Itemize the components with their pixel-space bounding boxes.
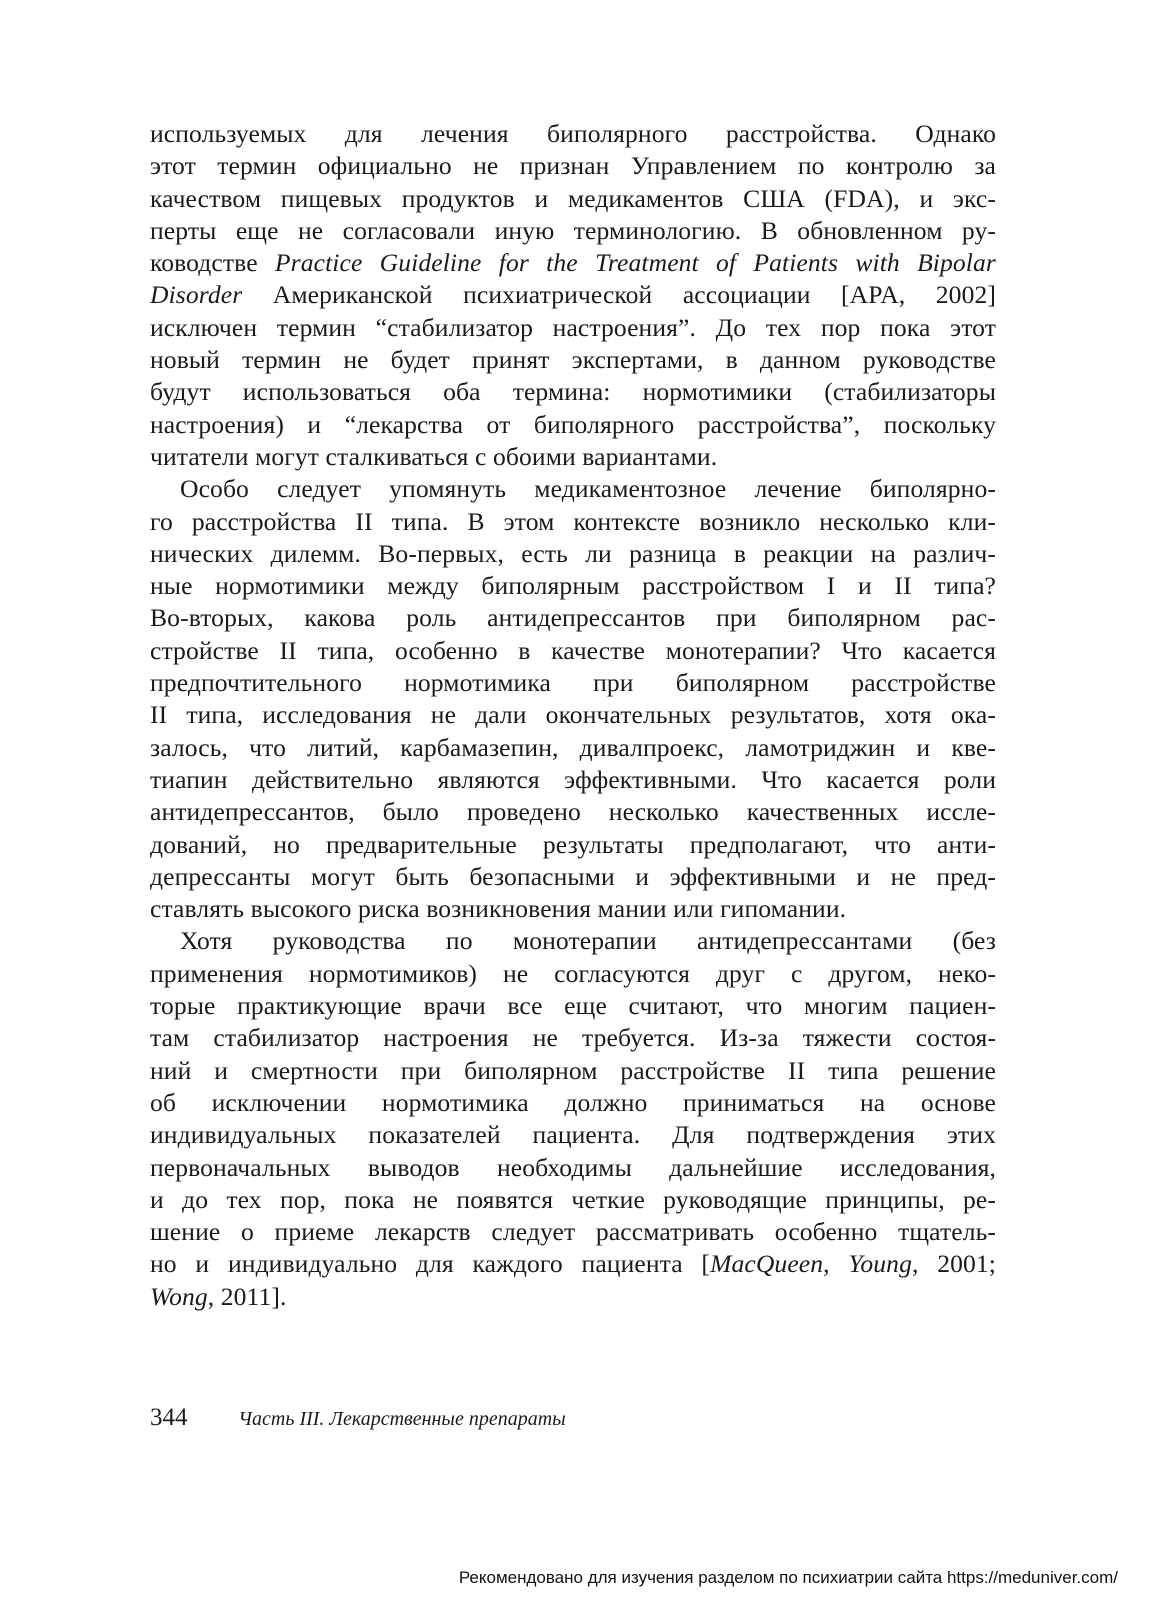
- text-line: антидепрессантов, было проведено несколько качественных иссле-: [150, 797, 996, 827]
- text-line: предпочтительного нормотимика при биполярном расстройстве: [150, 668, 996, 698]
- text-line: залось, что литий, карбамазепин, дивалпроекс, ламотриджин и кве-: [150, 732, 996, 762]
- italic-text: Disorder: [150, 280, 243, 310]
- text-line: этот термин официально не признан Управлением по контролю за: [150, 151, 996, 181]
- text-line: депрессанты могут быть безопасными и эффективными и не пред-: [150, 861, 996, 891]
- paragraph: [150, 925, 996, 1313]
- text-line: качеством пищевых продуктов и медикаментов США (FDA), и экс-: [150, 183, 996, 213]
- text-line: торые практикующие врачи все еще считают, что многим пациен-: [150, 991, 996, 1021]
- text-line: исключен термин “стабилизатор настроения”. До тех пор пока этот: [150, 312, 996, 342]
- running-title: Часть III. Лекарственные препараты: [238, 1408, 566, 1430]
- text-line: нических дилемм. Во-первых, есть ли разница в реакции на различ-: [150, 538, 996, 568]
- text-line: настроения) и “лекарства от биполярного расстройства”, поскольку: [150, 409, 996, 439]
- italic-text: MacQueen: [710, 1249, 824, 1279]
- site-watermark: Рекомендовано для изучения разделом по психиатрии сайта https://meduniver.com/: [458, 1568, 1118, 1587]
- text-line: тиапин действительно являются эффективными. Что касается роли: [150, 764, 996, 794]
- text-line: перты еще не согласовали иную терминологию. В обновленном ру-: [150, 215, 996, 245]
- text-line: и до тех пор, пока не появятся четкие руководящие принципы, ре-: [150, 1184, 996, 1214]
- text-line: но и индивидуально для каждого пациента [MacQueen, Young, 2001;: [150, 1249, 997, 1279]
- italic-text: Wong: [150, 1281, 208, 1311]
- italic-text: Practice Guideline for the Treatment of Patients with Bipolar: [274, 248, 996, 278]
- text-line: дований, но предварительные результаты предполагают, что анти-: [150, 829, 996, 859]
- text-line: Хотя руководства по монотерапии антидепрессантами (без: [180, 926, 996, 956]
- text-line: первоначальных выводов необходимы дальнейшие исследования,: [150, 1152, 996, 1182]
- text-line: го расстройства II типа. В этом контексте возникло несколько кли-: [150, 506, 996, 536]
- text-line: Во-вторых, какова роль антидепрессантов при биполярном рас-: [150, 603, 996, 633]
- text-line: ные нормотимики между биполярным расстройством I и II типа?: [150, 571, 996, 601]
- text-line: Особо следует упомянуть медикаментозное лечение биполярно-: [180, 474, 996, 504]
- text-line: там стабилизатор настроения не требуется. Из-за тяжести состоя-: [150, 1023, 996, 1053]
- text-line: II типа, исследования не дали окончательных результатов, хотя ока-: [150, 700, 996, 730]
- text-line: индивидуальных показателей пациента. Для подтверждения этих: [150, 1120, 996, 1150]
- text-line: об исключении нормотимика должно приниматься на основе: [150, 1087, 996, 1117]
- text-line: стройстве II типа, особенно в качестве монотерапии? Что касается: [150, 635, 996, 665]
- page-body-text: [150, 118, 996, 1313]
- italic-text: Young: [848, 1249, 912, 1279]
- text-line: используемых для лечения биполярного расстройства. Однако: [150, 119, 996, 148]
- text-line: читатели могут сталкиваться с обоими вариантами.: [150, 441, 718, 471]
- text-line: Wong, 2011].: [150, 1281, 287, 1311]
- page-number: 344: [150, 1404, 188, 1431]
- page-footer: [150, 1402, 566, 1435]
- paragraph: [150, 118, 996, 473]
- text-line: будут использоваться оба термина: нормотимики (стабилизаторы: [150, 377, 996, 407]
- text-line: ставлять высокого риска возникновения мании или гипомании.: [150, 894, 847, 924]
- paragraph: [150, 473, 996, 925]
- text-line: Disorder Американской психиатрической ассоциации [APA, 2002]: [150, 280, 996, 310]
- text-line: шение о приеме лекарств следует рассматривать особенно тщатель-: [150, 1217, 996, 1247]
- text-line: ководстве Practice Guideline for the Treatment of Patients with Bipolar: [150, 248, 996, 278]
- text-line: применения нормотимиков) не согласуются друг с другом, неко-: [150, 958, 996, 988]
- text-line: новый термин не будет принят экспертами, в данном руководстве: [150, 345, 996, 375]
- text-line: ний и смертности при биполярном расстройстве II типа решение: [150, 1055, 996, 1085]
